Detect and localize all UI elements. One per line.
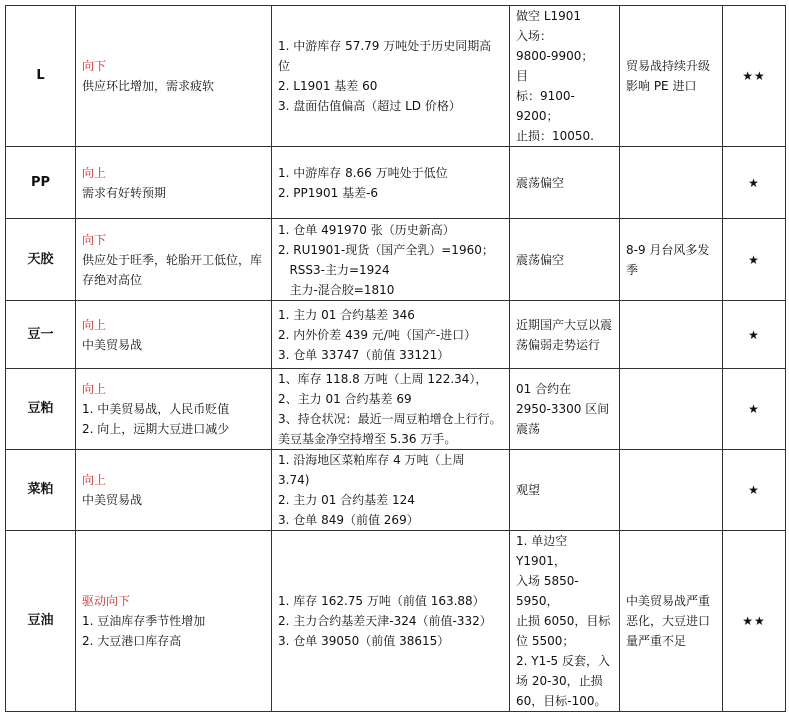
- strategy-line: 观望: [516, 483, 541, 497]
- strategy-line: 2950-3300 区间: [516, 402, 610, 416]
- table-row: [6, 6, 786, 147]
- logic-line: 1. 豆油库存季节性增加: [82, 614, 206, 628]
- strategy-line: 01 合约在: [516, 382, 572, 396]
- direction-label: 向下: [82, 232, 107, 247]
- logic-line: 需求有好转预期: [82, 185, 167, 200]
- rating-stars: ★: [723, 369, 786, 450]
- factor-line: 2、主力 01 合约基差 69: [278, 392, 412, 406]
- logic-line: 2. 向上，远期大豆进口减少: [82, 422, 230, 436]
- direction-label: 向上: [82, 165, 107, 180]
- factor-line: RSS3-主力=1924: [278, 262, 390, 277]
- strategy-line: 60，目标-100。: [516, 694, 607, 708]
- factor-line: 1. 主力 01 合约基差 346: [278, 307, 415, 322]
- strategy-line: 9800-9900；: [516, 49, 594, 63]
- factor-line: 主力-混合胶=1810: [278, 282, 395, 297]
- factor-line: 2. PP1901 基差-6: [278, 185, 379, 200]
- strategy-cell: [510, 450, 620, 531]
- direction-cell: [76, 369, 272, 450]
- factors-cell: [272, 219, 510, 301]
- logic-line: 2. 大豆港口库存高: [82, 634, 182, 648]
- strategy-line: 止损 6050，目标: [516, 614, 611, 628]
- logic-line: 中美贸易战: [82, 337, 143, 352]
- rating-stars: ★: [723, 219, 786, 301]
- factors-cell: [272, 147, 510, 219]
- direction-cell: [76, 301, 272, 369]
- rating-stars: ★: [723, 147, 786, 219]
- direction-cell: [76, 219, 272, 301]
- rating-stars: ★: [723, 450, 786, 531]
- factor-line: 2. 主力合约基差天津-324（前值-332）: [278, 614, 492, 628]
- rating-stars: ★: [723, 301, 786, 369]
- strategy-cell: [510, 301, 620, 369]
- direction-label: 向上: [82, 473, 107, 487]
- commodity-name: PP: [6, 147, 76, 219]
- factor-line: 3、持仓状况：最近一周豆粕增仓上行行。美豆基金净空持增至 5.36 万手。: [278, 412, 502, 446]
- strategy-cell: [510, 531, 620, 712]
- factor-line: 3.74): [278, 473, 310, 487]
- strategy-line: 位 5500；: [516, 634, 575, 648]
- strategy-line: 做空 L1901: [516, 9, 582, 23]
- risk-cell: [620, 531, 723, 712]
- direction-cell: [76, 147, 272, 219]
- commodity-name: L: [6, 6, 76, 147]
- strategy-line: 入场 5850-5950，: [516, 574, 579, 608]
- risk-cell: [620, 369, 723, 450]
- strategy-line: 标：9100-9200；: [516, 89, 575, 123]
- table-row: [6, 301, 786, 369]
- strategy-cell: [510, 6, 620, 147]
- direction-label: 向上: [82, 317, 107, 332]
- direction-label: 向上: [82, 382, 107, 396]
- risk-cell: [620, 450, 723, 531]
- strategy-cell: [510, 219, 620, 301]
- factor-line: 3. 盘面估值偏高（超过 LD 价格）: [278, 99, 461, 113]
- logic-line: 中美贸易战: [82, 493, 143, 507]
- commodity-name: 豆一: [6, 301, 76, 369]
- factor-line: 1. 中游库存 57.79 万吨处于历史同期高位: [278, 39, 492, 73]
- direction-cell: [76, 6, 272, 147]
- table-row: [6, 531, 786, 712]
- direction-cell: [76, 450, 272, 531]
- factor-line: 2. 主力 01 合约基差 124: [278, 493, 415, 507]
- strategy-line: 止损：10050.: [516, 129, 594, 143]
- commodity-name: 豆粕: [6, 369, 76, 450]
- factor-line: 2. 内外价差 439 元/吨（国产-进口）: [278, 327, 477, 342]
- factor-line: 2. RU1901-现货（国产全乳）=1960；: [278, 242, 494, 257]
- table-row: [6, 147, 786, 219]
- table-row: [6, 219, 786, 301]
- strategy-line: 震荡: [516, 422, 541, 436]
- factor-line: 1. 库存 162.75 万吨（前值 163.88）: [278, 594, 485, 608]
- direction-cell: [76, 531, 272, 712]
- logic-line: 供应环比增加，需求疲软: [82, 79, 215, 93]
- rating-stars: ★★: [723, 531, 786, 712]
- factor-line: 3. 仓单 33747（前值 33121）: [278, 347, 450, 362]
- strategy-line: 2. Y1-5 反套，入: [516, 654, 611, 668]
- risk-cell: [620, 301, 723, 369]
- factor-line: 1. 仓单 491970 张（历史新高）: [278, 222, 455, 237]
- factor-line: 1. 沿海地区菜粕库存 4 万吨（上周: [278, 453, 465, 467]
- factor-line: 3. 仓单 849（前值 269）: [278, 513, 419, 527]
- risk-cell: [620, 6, 723, 147]
- factors-cell: [272, 6, 510, 147]
- risk-cell: [620, 147, 723, 219]
- table-row: [6, 450, 786, 531]
- factor-line: 1、库存 118.8 万吨（上周 122.34），: [278, 372, 488, 386]
- strategy-line: 近期国产大豆以震荡偏弱走势运行: [516, 317, 613, 352]
- commodity-name: 豆油: [6, 531, 76, 712]
- rating-stars: ★★: [723, 6, 786, 147]
- factors-cell: [272, 450, 510, 531]
- commodity-name: 菜粕: [6, 450, 76, 531]
- strategy-cell: [510, 147, 620, 219]
- logic-line: 供应处于旺季，轮胎开工低位，库存绝对高位: [82, 252, 263, 287]
- table-row: [6, 369, 786, 450]
- factors-cell: [272, 301, 510, 369]
- commodity-name: 天胶: [6, 219, 76, 301]
- risk-line: 8-9 月台风多发季: [626, 242, 710, 277]
- direction-label: 向下: [82, 59, 107, 73]
- strategy-line: 目: [516, 69, 529, 83]
- factor-line: 3. 仓单 39050（前值 38615）: [278, 634, 450, 648]
- direction-label: 驱动向下: [82, 594, 131, 608]
- risk-line: 中美贸易战严重恶化，大豆进口量严重不足: [626, 594, 711, 648]
- logic-line: 1. 中美贸易战，人民币贬值: [82, 402, 230, 416]
- risk-line: 贸易战持续升级影响 PE 进口: [626, 59, 711, 93]
- strategy-line: 入场：: [516, 29, 553, 43]
- factors-cell: [272, 369, 510, 450]
- strategy-line: 场 20-30，止损: [516, 674, 603, 688]
- factor-line: 1. 中游库存 8.66 万吨处于低位: [278, 165, 448, 180]
- strategy-line: 震荡偏空: [516, 252, 565, 267]
- strategy-cell: [510, 369, 620, 450]
- strategy-line: 震荡偏空: [516, 175, 565, 190]
- factor-line: 2. L1901 基差 60: [278, 79, 378, 93]
- futures-strategy-table: [5, 5, 786, 712]
- risk-cell: [620, 219, 723, 301]
- factors-cell: [272, 531, 510, 712]
- strategy-line: 1. 单边空 Y1901，: [516, 534, 572, 568]
